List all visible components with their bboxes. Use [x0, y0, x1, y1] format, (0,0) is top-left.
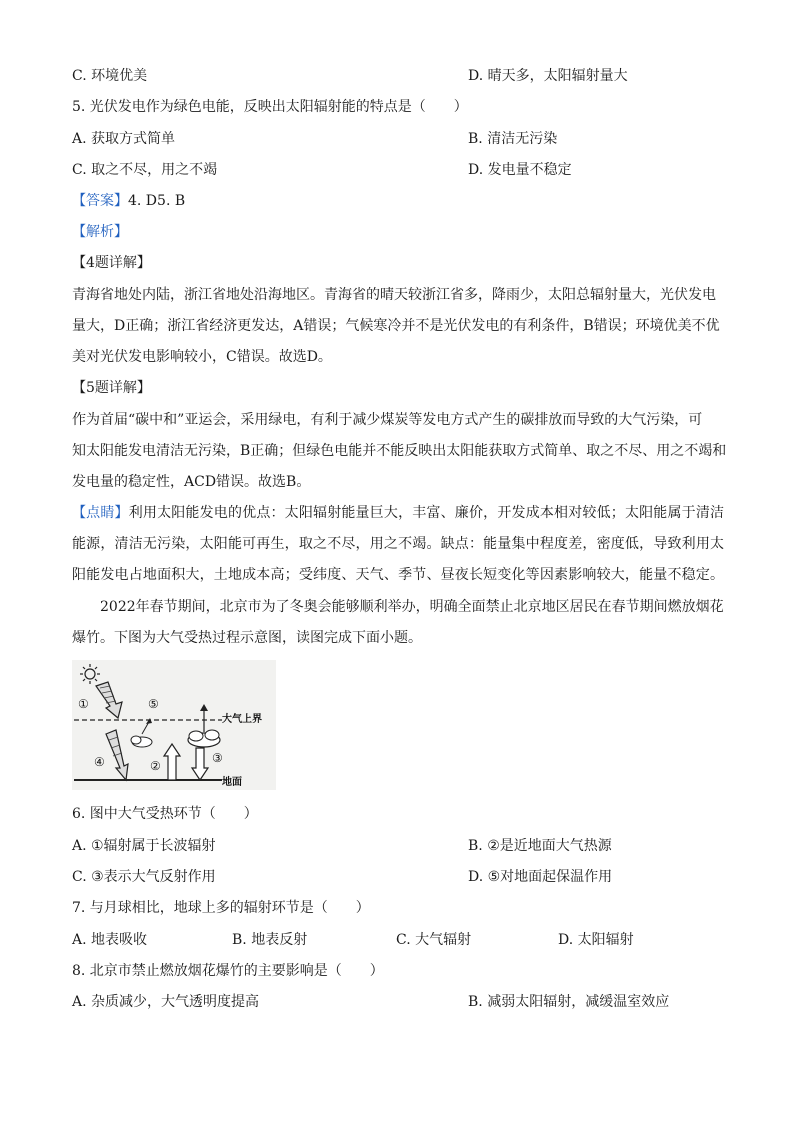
- q7-stem: 7. 与月球相比，地球上多的辐射环节是（ ）: [72, 900, 370, 916]
- q6-stem: 6. 图中大气受热环节（ ）: [72, 806, 258, 822]
- q4-option-d: D. 晴天多，太阳辐射量大: [468, 68, 628, 84]
- q7-option-c: C. 大气辐射: [396, 932, 472, 948]
- detail5-paragraph: [72, 405, 727, 498]
- pointer-line-1: 【点睛】利用太阳能发电的优点：太阳辐射能量巨大，丰富、廉价，开发成本相对较低；太阳能属于清洁: [72, 505, 725, 521]
- intro-line-1: 2022年春节期间，北京市为了冬奥会能够顺利举办，明确全面禁止北京地区居民在春节期间燃放烟花: [100, 599, 724, 615]
- detail5-line-2: 知太阳能发电清洁无污染，B正确；但绿色电能并不能反映出太阳能获取方式简单、取之不尽、用之不竭和: [72, 443, 727, 459]
- detail4-title: 【4题详解】: [72, 255, 151, 271]
- q7-option-b: B. 地表反射: [232, 932, 308, 948]
- pointer-paragraph: [72, 498, 724, 591]
- intro-paragraph: [72, 592, 724, 654]
- q4-option-c: C. 环境优美: [72, 68, 148, 84]
- detail4-line-2: 量大，D正确；浙江省经济更发达，A错误；气候寒冷并不是光伏发电的有利条件，B错误；环境优美不优: [72, 318, 720, 334]
- answer-text: 4. D5. B: [128, 193, 186, 209]
- detail4-line-3: 美对光伏发电影响较小，C错误。故选D。: [72, 349, 332, 365]
- pointer-line-3: 阳能发电占地面积大，土地成本高；受纬度、天气、季节、昼夜长短变化等因素影响较大，能量不稳定。: [72, 567, 724, 583]
- q8-stem: 8. 北京市禁止燃放烟花爆竹的主要影响是（ ）: [72, 963, 384, 979]
- q6-option-c: C. ③表示大气反射作用: [72, 869, 216, 885]
- analysis-tag: 【解析】: [72, 224, 128, 240]
- atmosphere-heating-diagram: [72, 660, 276, 790]
- ground-label: 地面: [222, 777, 242, 788]
- large-cloud-icon: [188, 730, 220, 747]
- detail5-line-3: 发电量的稳定性，ACD错误。故选B。: [72, 474, 311, 490]
- answer-line: [72, 191, 724, 211]
- atmosphere-top-label: 大气上界: [222, 714, 262, 725]
- detail5-line-1: 作为首届“碳中和”亚运会，采用绿电，有利于减少煤炭等发电方式产生的碳排放而导致的大气污染，可: [72, 412, 703, 428]
- detail5-title: 【5题详解】: [72, 380, 151, 396]
- label-5: ⑤: [148, 697, 159, 711]
- q8-options-row: [72, 992, 724, 1012]
- intro-line-2: 爆竹。下图为大气受热过程示意图，读图完成下面小题。: [72, 630, 422, 646]
- q6-options-row-2: [72, 867, 724, 887]
- q6-options-row-1: [72, 836, 724, 856]
- label-3: ③: [212, 751, 223, 765]
- q5-option-d: D. 发电量不稳定: [468, 162, 572, 178]
- q5-options-row-2: [72, 160, 724, 180]
- q7-option-d: D. 太阳辐射: [558, 932, 634, 948]
- q5-options-row-1: [72, 129, 724, 149]
- label-2: ②: [150, 759, 161, 773]
- answer-tag: 【答案】: [72, 193, 128, 209]
- label-1: ①: [78, 697, 89, 711]
- q5-option-c: C. 取之不尽，用之不竭: [72, 162, 218, 178]
- q8-option-a: A. 杂质减少，大气透明度提高: [72, 994, 260, 1010]
- q5-stem: 5. 光伏发电作为绿色电能，反映出太阳辐射能的特点是（ ）: [72, 99, 468, 115]
- detail4-line-1: 青海省地处内陆，浙江省地处沿海地区。青海省的晴天较浙江省多，降雨少，太阳总辐射量大，光伏发电: [72, 287, 716, 303]
- q8-option-b: B. 减弱太阳辐射，减缓温室效应: [468, 994, 670, 1010]
- q7-options-row: [72, 930, 724, 950]
- analysis-line: [72, 222, 724, 242]
- q6-option-d: D. ⑤对地面起保温作用: [468, 869, 613, 885]
- detail4-paragraph: [72, 280, 724, 373]
- q7-option-a: A. 地表吸收: [72, 932, 148, 948]
- q6-option-b: B. ②是近地面大气热源: [468, 838, 612, 854]
- q5-option-a: A. 获取方式简单: [72, 131, 176, 147]
- label-4: ④: [94, 755, 105, 769]
- q5-option-b: B. 清洁无污染: [468, 131, 558, 147]
- pointer-tag: 【点睛】: [72, 505, 129, 521]
- q6-option-a: A. ①辐射属于长波辐射: [72, 838, 216, 854]
- q4-options-row: [72, 66, 724, 86]
- pointer-line-2: 能源，清洁无污染，太阳能可再生，取之不尽，用之不竭。缺点：能量集中程度差，密度低，导致利用太: [72, 536, 724, 552]
